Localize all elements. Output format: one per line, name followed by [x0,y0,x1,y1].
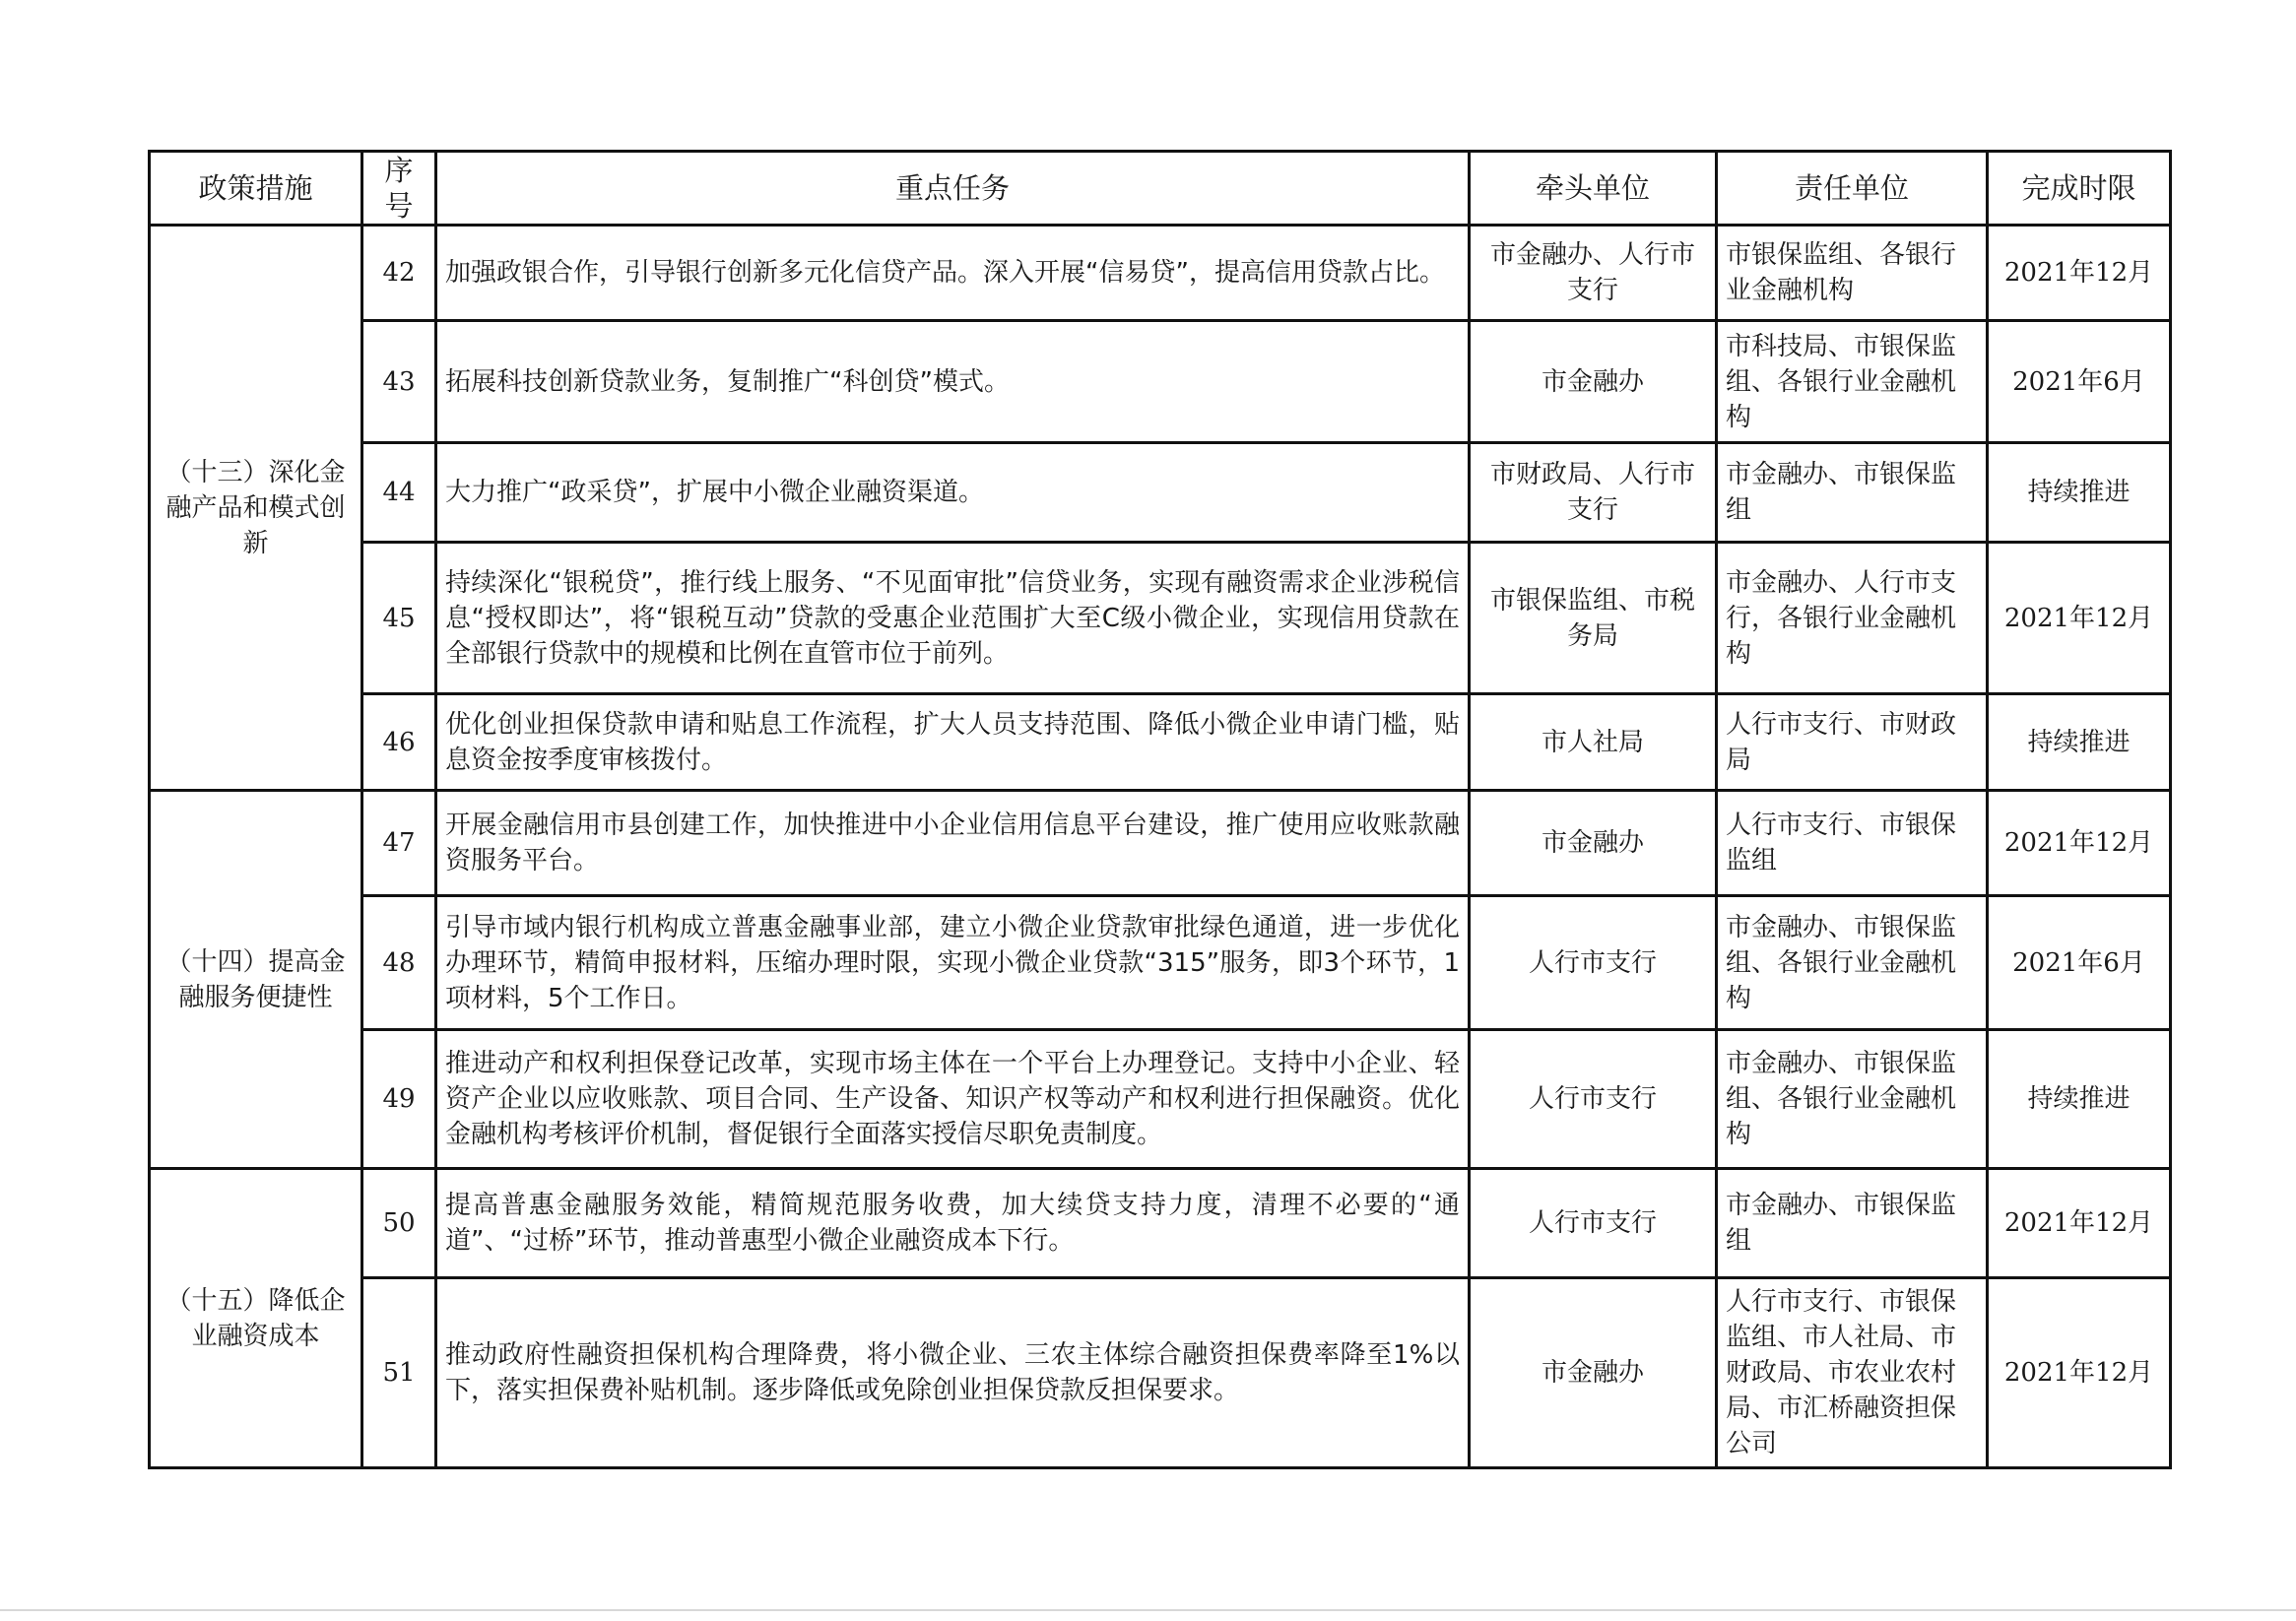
row-num: 47 [362,791,436,896]
row-num: 46 [362,694,436,791]
header-num: 序号 [362,152,436,226]
row-num: 44 [362,443,436,543]
deadline-cell: 持续推进 [1988,443,2171,543]
deadline-cell: 2021年12月 [1988,226,2171,321]
table-row [150,1278,2171,1468]
row-num: 43 [362,321,436,443]
row-num: 49 [362,1030,436,1169]
table-row [150,896,2171,1030]
resp-cell: 市金融办、市银保监组 [1717,1169,1988,1278]
resp-cell: 市银保监组、各银行业金融机构 [1717,226,1988,321]
resp-cell: 市金融办、人行市支行，各银行业金融机构 [1717,543,1988,694]
row-num: 48 [362,896,436,1030]
lead-cell: 市财政局、人行市支行 [1470,443,1717,543]
resp-cell: 市金融办、市银保监组、各银行业金融机构 [1717,896,1988,1030]
task-cell: 开展金融信用市县创建工作，加快推进中小企业信用信息平台建设，推广使用应收账款融资服务平台。 [436,791,1470,896]
lead-cell: 市金融办、人行市支行 [1470,226,1717,321]
lead-cell: 人行市支行 [1470,896,1717,1030]
row-num: 45 [362,543,436,694]
task-cell: 加强政银合作，引导银行创新多元化信贷产品。深入开展“信易贷”，提高信用贷款占比。 [436,226,1470,321]
task-cell: 引导市域内银行机构成立普惠金融事业部，建立小微企业贷款审批绿色通道，进一步优化办理环节，精简申报材料，压缩办理时限，实现小微企业贷款“315”服务，即3个环节，1项材料，5个工作日。 [436,896,1470,1030]
resp-cell: 市金融办、市银保监组 [1717,443,1988,543]
task-cell: 拓展科技创新贷款业务，复制推广“科创贷”模式。 [436,321,1470,443]
table-header-row [150,152,2171,226]
table-row [150,226,2171,321]
header-deadline: 完成时限 [1988,152,2171,226]
scan-edge-line [0,1609,2296,1611]
resp-cell: 市金融办、市银保监组、各银行业金融机构 [1717,1030,1988,1169]
row-num: 50 [362,1169,436,1278]
deadline-cell: 2021年6月 [1988,321,2171,443]
table-row [150,543,2171,694]
task-cell: 大力推广“政采贷”，扩展中小微企业融资渠道。 [436,443,1470,543]
header-resp: 责任单位 [1717,152,1988,226]
table-row [150,791,2171,896]
policy-table [148,150,2172,1469]
deadline-cell: 2021年12月 [1988,543,2171,694]
table-row [150,321,2171,443]
lead-cell: 市金融办 [1470,1278,1717,1468]
task-cell: 提高普惠金融服务效能，精简规范服务收费，加大续贷支持力度，清理不必要的“通道”、“过桥”环节，推动普惠型小微企业融资成本下行。 [436,1169,1470,1278]
table-row [150,1169,2171,1278]
deadline-cell: 2021年12月 [1988,1169,2171,1278]
row-num: 42 [362,226,436,321]
row-num: 51 [362,1278,436,1468]
measure-cell: （十三）深化金融产品和模式创新 [150,226,362,791]
table-row [150,694,2171,791]
deadline-cell: 持续推进 [1988,694,2171,791]
task-cell: 推进动产和权利担保登记改革，实现市场主体在一个平台上办理登记。支持中小企业、轻资产企业以应收账款、项目合同、生产设备、知识产权等动产和权利进行担保融资。优化金融机构考核评价机制，督促银行全面落实授信尽职免责制度。 [436,1030,1470,1169]
lead-cell: 市金融办 [1470,791,1717,896]
measure-cell: （十四）提高金融服务便捷性 [150,791,362,1169]
task-cell: 持续深化“银税贷”，推行线上服务、“不见面审批”信贷业务，实现有融资需求企业涉税信息“授权即达”，将“银税互动”贷款的受惠企业范围扩大至C级小微企业，实现信用贷款在全部银行贷款中的规模和比例在直管市位于前列。 [436,543,1470,694]
lead-cell: 人行市支行 [1470,1169,1717,1278]
task-cell: 推动政府性融资担保机构合理降费，将小微企业、三农主体综合融资担保费率降至1%以下，落实担保费补贴机制。逐步降低或免除创业担保贷款反担保要求。 [436,1278,1470,1468]
resp-cell: 人行市支行、市银保监组、市人社局、市财政局、市农业农村局、市汇桥融资担保公司 [1717,1278,1988,1468]
table-row [150,443,2171,543]
measure-cell: （十五）降低企业融资成本 [150,1169,362,1468]
lead-cell: 市银保监组、市税务局 [1470,543,1717,694]
deadline-cell: 2021年12月 [1988,1278,2171,1468]
lead-cell: 人行市支行 [1470,1030,1717,1169]
resp-cell: 市科技局、市银保监组、各银行业金融机构 [1717,321,1988,443]
deadline-cell: 持续推进 [1988,1030,2171,1169]
header-task: 重点任务 [436,152,1470,226]
resp-cell: 人行市支行、市银保监组 [1717,791,1988,896]
resp-cell: 人行市支行、市财政局 [1717,694,1988,791]
lead-cell: 市人社局 [1470,694,1717,791]
task-cell: 优化创业担保贷款申请和贴息工作流程，扩大人员支持范围、降低小微企业申请门槛，贴息资金按季度审核拨付。 [436,694,1470,791]
header-lead: 牵头单位 [1470,152,1717,226]
lead-cell: 市金融办 [1470,321,1717,443]
table-row [150,1030,2171,1169]
header-measure: 政策措施 [150,152,362,226]
deadline-cell: 2021年12月 [1988,791,2171,896]
deadline-cell: 2021年6月 [1988,896,2171,1030]
